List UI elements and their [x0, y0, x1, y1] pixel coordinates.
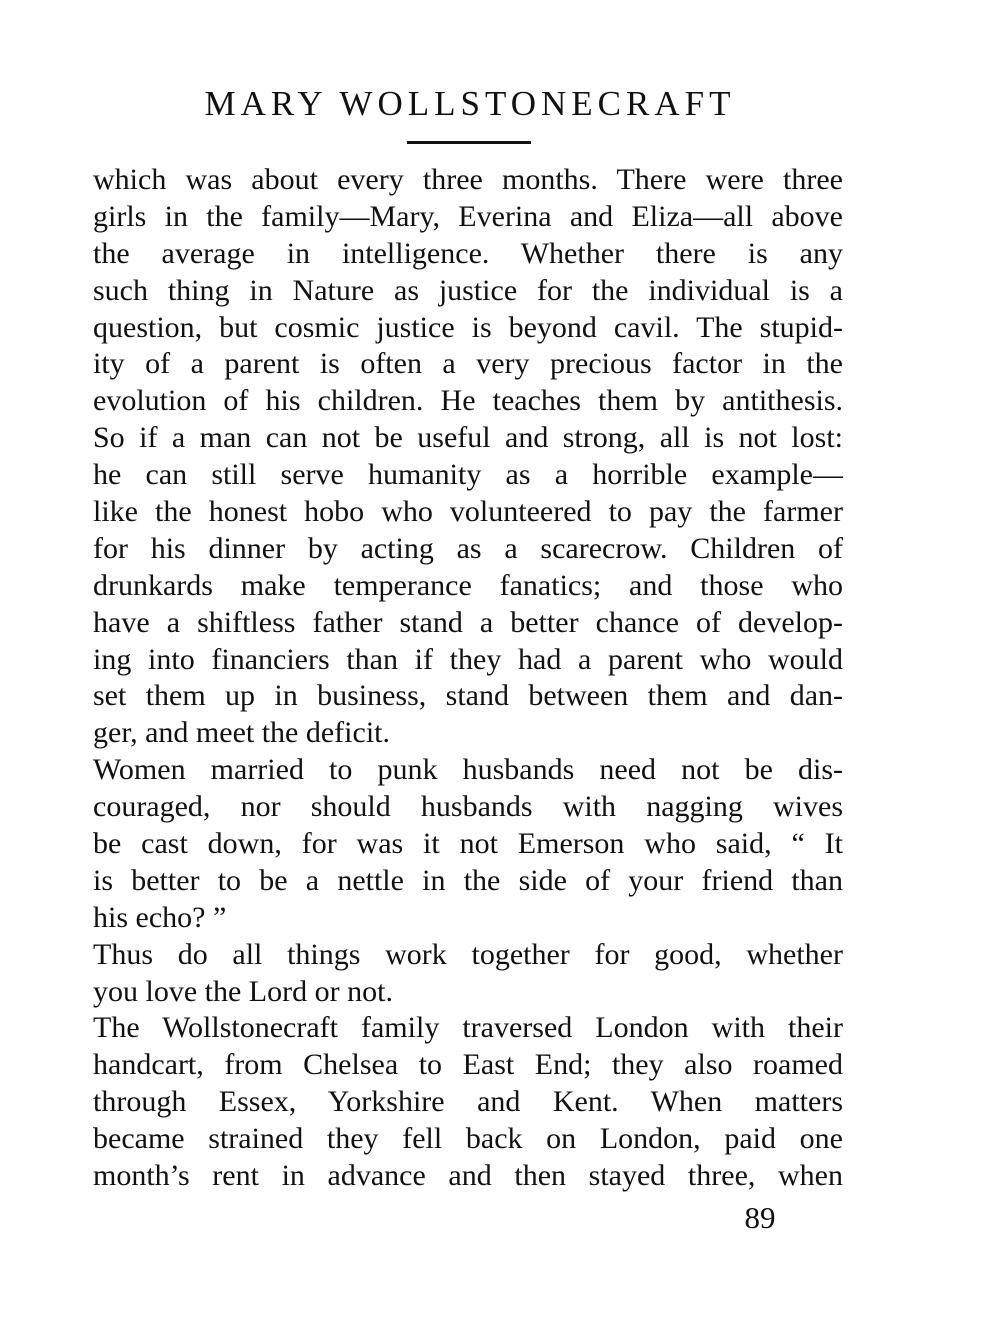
text-line: the average in intelligence. Whether there is any	[93, 236, 843, 270]
text-line: for his dinner by acting as a scarecrow. Children of	[93, 531, 843, 565]
text-line: couraged, nor should husbands with nagging wives	[93, 790, 843, 824]
text-line: The Wollstonecraft family traversed London with their	[93, 1011, 843, 1045]
text-line: ing into financiers than if they had a parent who would	[93, 642, 843, 676]
text-line: girls in the family—Mary, Everina and Eliza—all above	[93, 199, 843, 233]
text-line: is better to be a nettle in the side of your friend than	[93, 863, 843, 897]
text-line: his echo? ”	[93, 900, 227, 934]
text-line: month’s rent in advance and then stayed three, when	[93, 1159, 843, 1193]
text-line: evolution of his children. He teaches them by antithesis.	[93, 384, 843, 418]
text-line: such thing in Nature as justice for the individual is a	[93, 273, 843, 307]
text-line: So if a man can not be useful and strong, all is not lost:	[93, 421, 843, 455]
text-line: have a shiftless father stand a better chance of develop-	[93, 605, 843, 639]
text-line: became strained they fell back on London, paid one	[93, 1122, 843, 1156]
text-line: Women married to punk husbands need not be dis-	[93, 753, 843, 787]
text-line: which was about every three months. There were three	[93, 163, 843, 196]
running-title: MARY WOLLSTONECRAFT	[204, 84, 736, 123]
text-line: like the honest hobo who volunteered to pay the farmer	[93, 495, 843, 529]
body-text	[93, 162, 843, 1195]
text-line: question, but cosmic justice is beyond cavil. The stupid-	[93, 310, 843, 344]
title-rule	[407, 141, 531, 144]
text-line: Thus do all things work together for good, whether	[93, 937, 843, 971]
text-line: ger, and meet the deficit.	[93, 716, 390, 750]
text-line: be cast down, for was it not Emerson who said, “ It	[93, 827, 843, 861]
text-line: set them up in business, stand between them and dan-	[93, 679, 843, 713]
text-line: you love the Lord or not.	[93, 974, 393, 1008]
text-line: ity of a parent is often a very precious factor in the	[93, 347, 843, 381]
text-line: he can still serve humanity as a horrible example—	[93, 458, 843, 492]
text-line: drunkards make temperance fanatics; and those who	[93, 568, 843, 602]
page-number: 89	[744, 1200, 776, 1235]
text-line: handcart, from Chelsea to East End; they also roamed	[93, 1048, 843, 1082]
text-line: through Essex, Yorkshire and Kent. When matters	[93, 1085, 843, 1119]
